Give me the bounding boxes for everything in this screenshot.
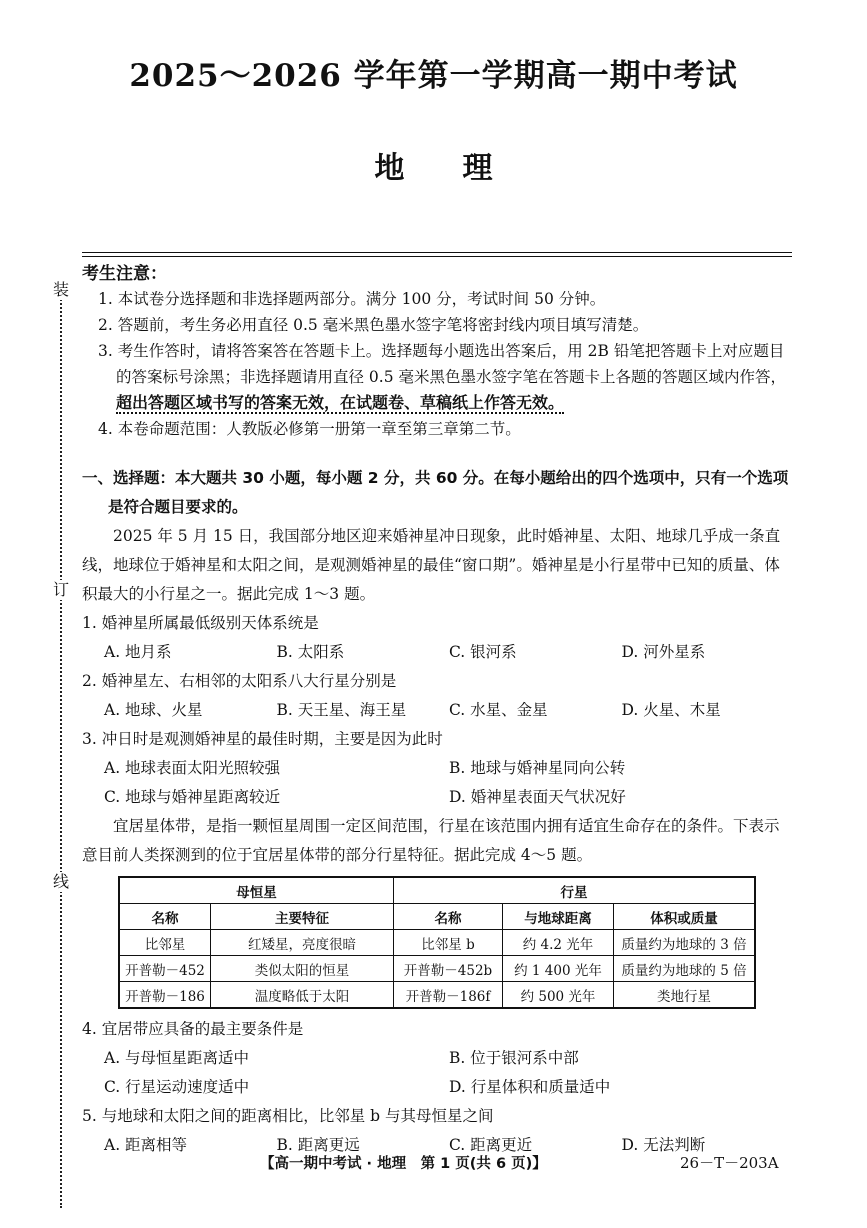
table-cell: 开普勒－186f: [394, 982, 503, 1009]
notice-item-3: [82, 338, 794, 416]
notice-item-4: 4. 本卷命题范围：人教版必修第一册第一章至第三章第二节。: [98, 420, 521, 438]
notice-item-3-text: 3. 考生作答时，请将答案答在答题卡上。选择题每小题选出答案后，用 2B 铅笔把答题卡上对应题目的答案标号涂黑；非选择题请用直径 0.5 毫米黑色墨水签字笔在答题卡上各题的答题区域内作答，: [98, 342, 787, 386]
q5-option-d: D. 无法判断: [621, 1136, 706, 1154]
notice-item-1: 1. 本试卷分选择题和非选择题两部分。满分 100 分，考试时间 50 分钟。: [98, 290, 606, 308]
question-1-stem: 1. 婚神星所属最低级别天体系统是: [82, 614, 319, 632]
table-cell: 温度略低于太阳: [211, 982, 394, 1009]
binding-char-xian: 线: [50, 872, 72, 892]
q2-option-a: A. 地球、火星: [104, 701, 203, 719]
table-cell: 比邻星: [119, 930, 211, 956]
table-group-star: 母恒星: [119, 877, 394, 904]
table-cell: 红矮星，亮度很暗: [211, 930, 394, 956]
q4-option-b: B. 位于银河系中部: [449, 1049, 579, 1067]
q1-option-a: A. 地月系: [104, 643, 172, 661]
table-column-header: [119, 904, 755, 930]
notice-block: [82, 262, 794, 442]
q5-option-a: A. 距离相等: [104, 1136, 188, 1154]
notice-title: 考生注意：: [82, 264, 167, 284]
table-cell: 类似太阳的恒星: [211, 956, 394, 982]
q4-option-d: D. 行星体积和质量适中: [449, 1078, 611, 1096]
q2-option-b: B. 天王星、海王星: [276, 701, 407, 719]
table-cell: 约 4.2 光年: [503, 930, 614, 956]
passage-2: 宜居星体带，是指一颗恒星周围一定区间范围，行星在该范围内拥有适宜生命存在的条件。下表示意目前人类探测到的位于宜居星体带的部分行星特征。据此完成 4～5 题。: [82, 817, 780, 864]
question-4-stem: 4. 宜居带应具备的最主要条件是: [82, 1020, 304, 1038]
question-2-options: [82, 696, 794, 725]
question-3-options-row-2: [82, 783, 794, 812]
header-rule-top: [82, 252, 792, 253]
table-cell: 开普勒－452: [119, 956, 211, 982]
q3-option-a: A. 地球表面太阳光照较强: [104, 759, 281, 777]
q1-option-d: D. 河外星系: [621, 643, 706, 661]
binding-line: [60, 280, 62, 1208]
table-cell: 质量约为地球的 5 倍: [614, 956, 756, 982]
notice-item-2: 2. 答题前，考生务必用直径 0.5 毫米黑色墨水签字笔将密封线内项目填写清楚。: [98, 316, 649, 334]
table-group-planet: 行星: [394, 877, 756, 904]
table-col-star-feature: 主要特征: [211, 904, 394, 930]
table-group-header: [119, 877, 755, 904]
question-4-options-row-1: [82, 1044, 794, 1073]
header-rule-bottom: [82, 256, 792, 257]
page-content: [82, 262, 794, 1160]
table-cell: 比邻星 b: [394, 930, 503, 956]
binding-char-zhuang: 装: [50, 280, 72, 300]
q2-option-d: D. 火星、木星: [621, 701, 721, 719]
passage-1: 2025 年 5 月 15 日，我国部分地区迎来婚神星冲日现象，此时婚神星、太阳、地球几乎成一条直线，地球位于婚神星和太阳之间，是观测婚神星的最佳“窗口期”。婚神星是小行星带中已知的质量、体积最大的小行星之一。据此完成 1～3 题。: [82, 527, 781, 603]
table-cell: 约 1 400 光年: [503, 956, 614, 982]
table-cell: 开普勒－452b: [394, 956, 503, 982]
question-3-options-row-1: [82, 754, 794, 783]
q1-option-b: B. 太阳系: [276, 643, 345, 661]
table-col-planet-name: 名称: [394, 904, 503, 930]
section-heading: 一、选择题：本大题共 30 小题，每小题 2 分，共 60 分。在每小题给出的四个选项中，只有一个选项是符合题目要求的。: [82, 469, 789, 516]
q3-option-d: D. 婚神星表面天气状况好: [449, 788, 626, 806]
habitable-zone-table: [118, 876, 756, 1009]
q4-option-c: C. 行星运动速度适中: [104, 1078, 250, 1096]
q5-option-c: C. 距离更近: [449, 1136, 533, 1154]
exam-subject: 地理: [374, 151, 551, 186]
table-cell: 类地行星: [614, 982, 756, 1009]
question-4-options-row-2: [82, 1073, 794, 1102]
table-cell: 质量约为地球的 3 倍: [614, 930, 756, 956]
exam-title: 2025～2026 学年第一学期高一期中考试: [129, 58, 738, 94]
q5-option-b: B. 距离更远: [276, 1136, 360, 1154]
table-cell: 约 500 光年: [503, 982, 614, 1009]
q4-option-a: A. 与母恒星距离适中: [104, 1049, 250, 1067]
question-1-options: [82, 638, 794, 667]
table-cell: 开普勒－186: [119, 982, 211, 1009]
table-row: [119, 982, 755, 1009]
table-col-distance: 与地球距离: [503, 904, 614, 930]
table-row: [119, 956, 755, 982]
q3-option-b: B. 地球与婚神星同向公转: [449, 759, 626, 777]
q2-option-c: C. 水星、金星: [449, 701, 548, 719]
binding-char-ding: 订: [50, 580, 72, 600]
notice-item-3-emphasis: 超出答题区域书写的答案无效，在试题卷、草稿纸上作答无效。: [116, 393, 565, 412]
table-row: [119, 930, 755, 956]
question-3-stem: 3. 冲日时是观测婚神星的最佳时期，主要是因为此时: [82, 730, 443, 748]
q1-option-c: C. 银河系: [449, 643, 517, 661]
question-2-stem: 2. 婚神星左、右相邻的太阳系八大行星分别是: [82, 672, 397, 690]
footer-exam-code: 26－T－203A: [680, 1154, 779, 1172]
question-5-stem: 5. 与地球和太阳之间的距离相比，比邻星 b 与其母恒星之间: [82, 1107, 494, 1125]
table-col-star-name: 名称: [119, 904, 211, 930]
table-col-size: 体积或质量: [614, 904, 756, 930]
footer-page-info: 【高一期中考试 · 地理 第 1 页(共 6 页)】: [260, 1156, 547, 1172]
q3-option-c: C. 地球与婚神星距离较近: [104, 788, 281, 806]
